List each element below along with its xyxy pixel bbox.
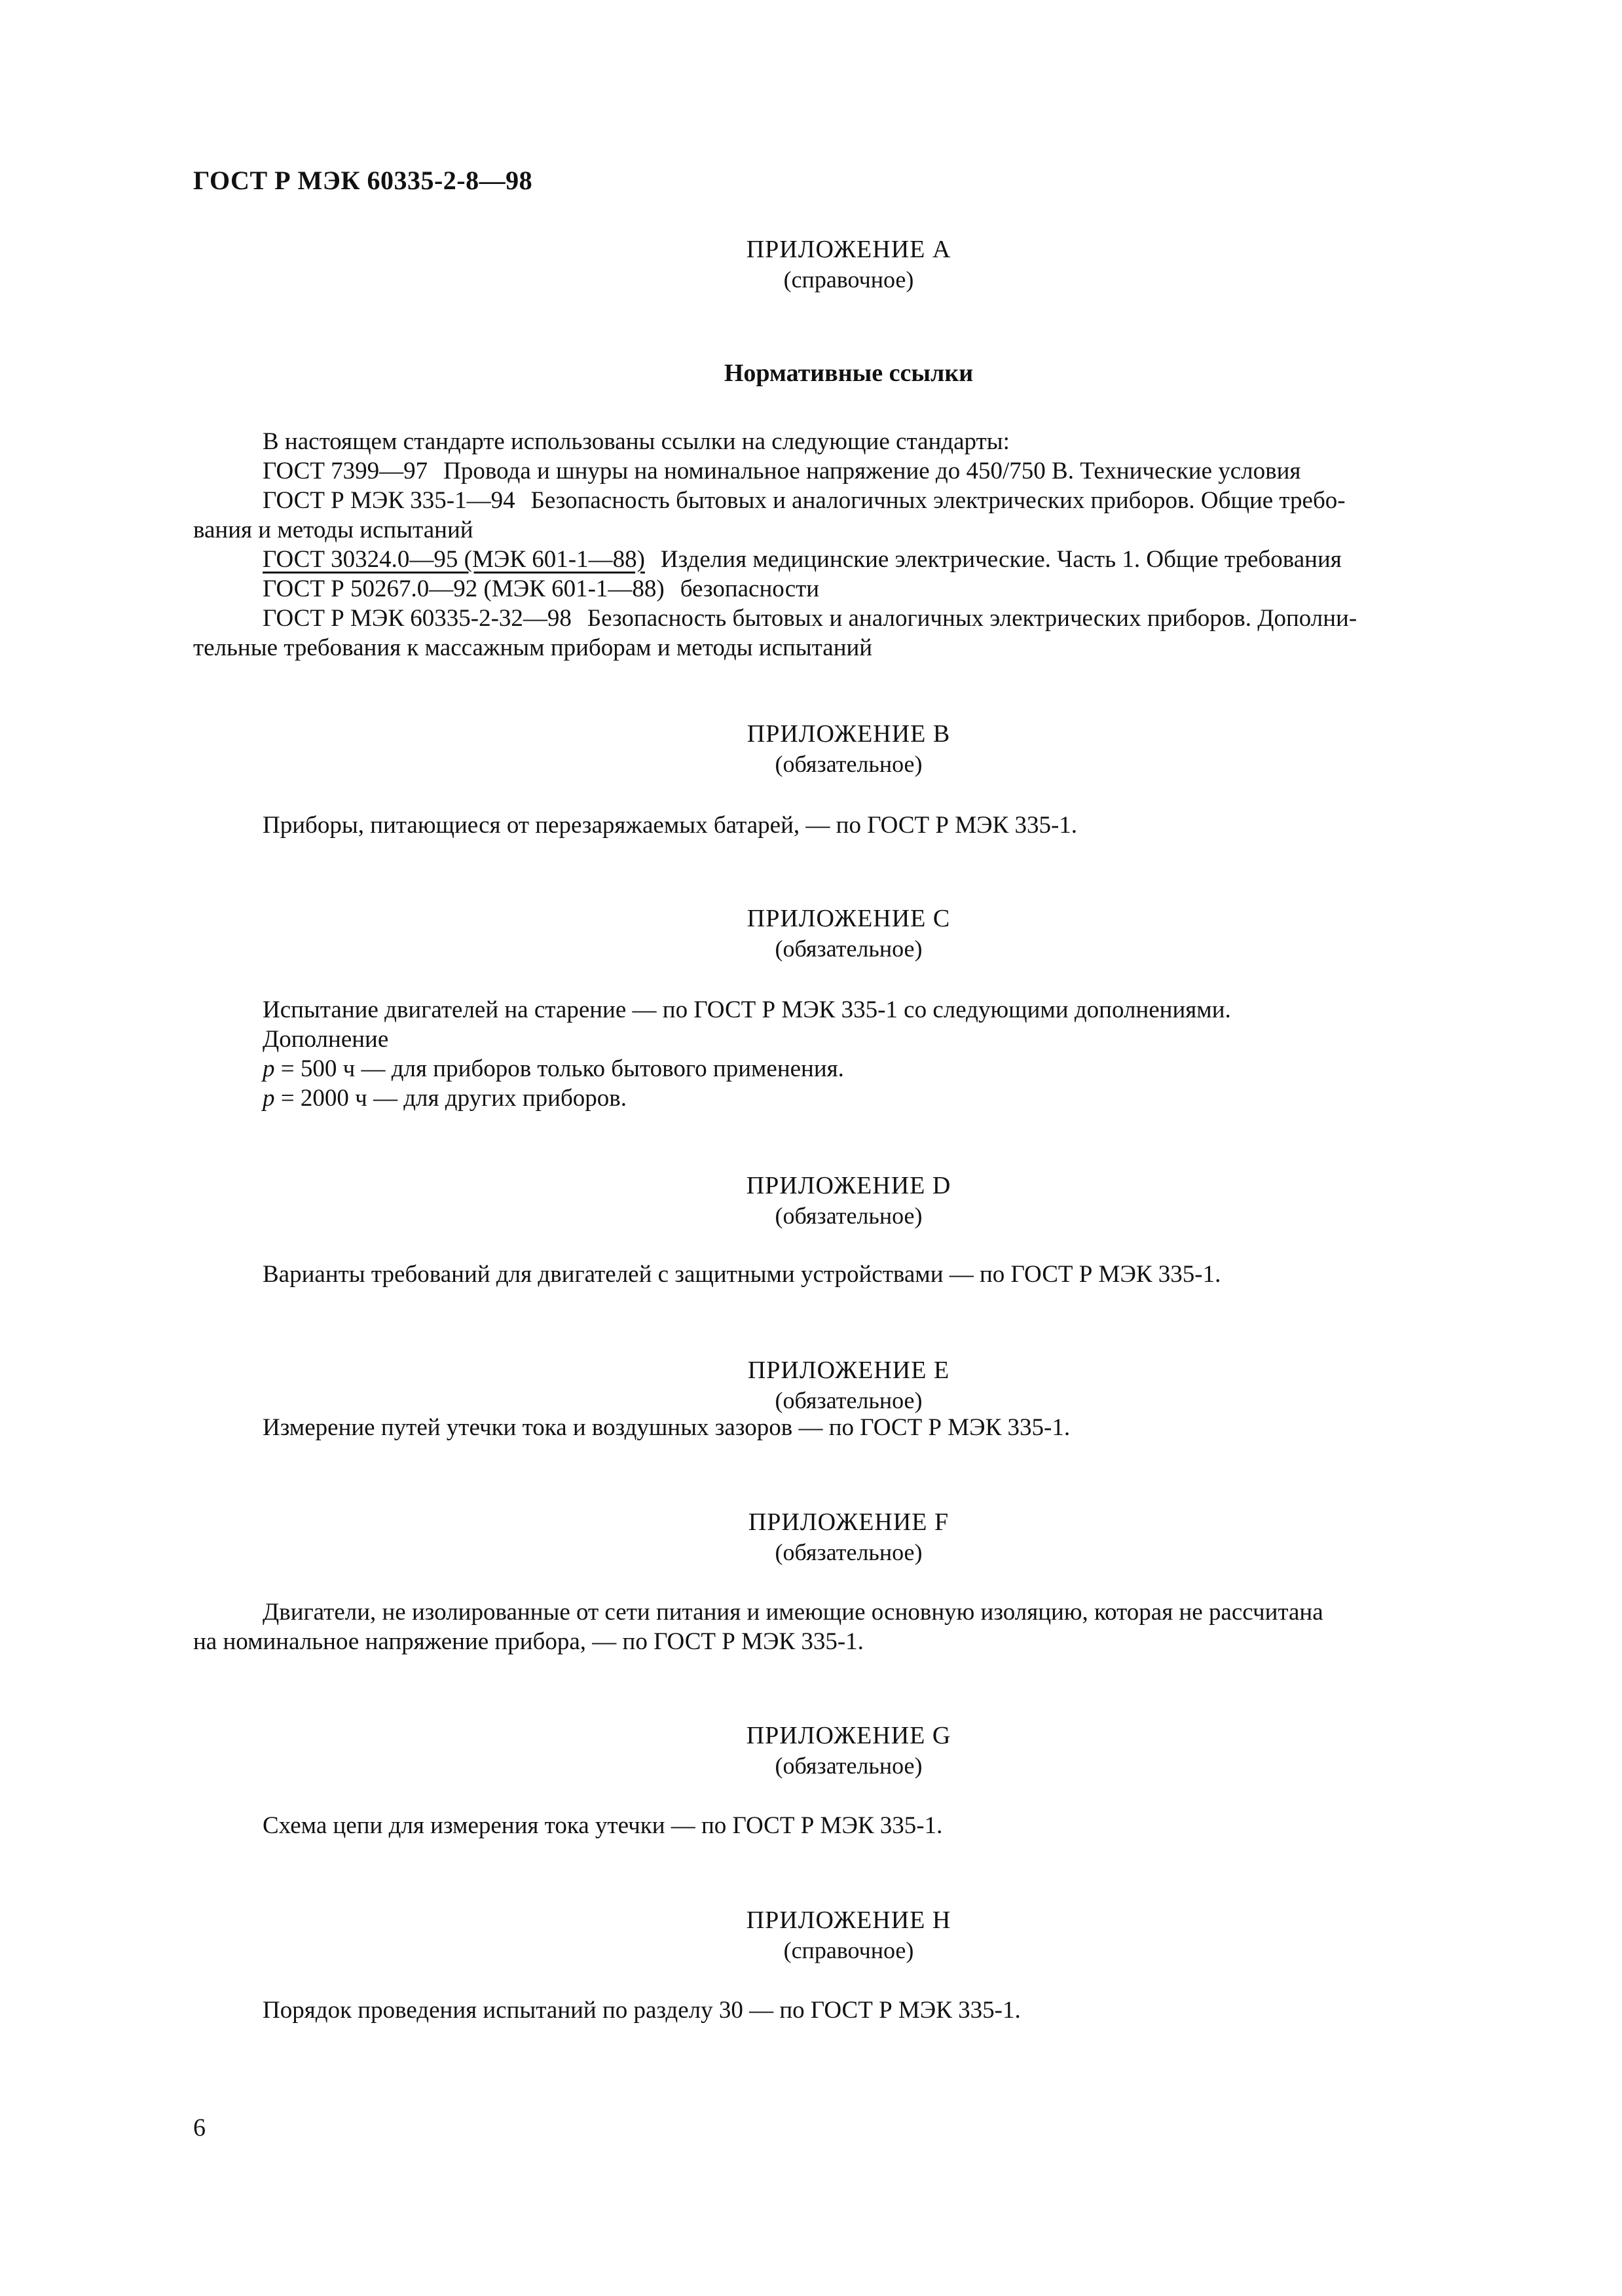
annex-c-text [193, 995, 1500, 1113]
annex-d-status: (обязательное) [775, 1203, 923, 1229]
reference-item [193, 486, 1500, 515]
reference-code: ГОСТ Р 50267.0—92 (МЭК 601-1—88) [263, 575, 665, 602]
annex-e-text [193, 1413, 1500, 1442]
annex-b-text [193, 811, 1500, 840]
annex-f-paragraph: Двигатели, не изолированные от сети питания и имеющие основную изоляцию, которая не рассчитана [263, 1599, 1323, 1626]
annex-c-formula-text: = 500 ч — для приборов только бытового применения. [274, 1055, 844, 1082]
annex-g-title: ПРИЛОЖЕНИЕ G [746, 1722, 951, 1749]
annex-d-title: ПРИЛОЖЕНИЕ D [746, 1172, 951, 1199]
normative-references-heading: Нормативные ссылки [724, 359, 974, 387]
annex-c-formula-line [193, 1084, 1500, 1113]
reference-item [193, 574, 1500, 604]
annex-e-status: (обязательное) [775, 1387, 923, 1413]
annex-e-paragraph: Измерение путей утечки тока и воздушных зазоров — по ГОСТ Р МЭК 335-1. [263, 1414, 1071, 1441]
variable-p: p [263, 1085, 275, 1112]
annex-b-title: ПРИЛОЖЕНИЕ В [746, 720, 951, 748]
reference-code: ГОСТ 7399—97 [263, 458, 428, 484]
annex-f-header [0, 1507, 1622, 1567]
reference-title-continued: тельные требования к массажным приборам и методы испытаний [193, 634, 873, 661]
reference-title: безопасности [680, 575, 820, 602]
annex-h-title: ПРИЛОЖЕНИЕ Н [746, 1906, 951, 1934]
annex-h-header [0, 1905, 1622, 1965]
annex-f-text [193, 1597, 1500, 1656]
reference-title-continued: вания и методы испытаний [193, 517, 473, 543]
annex-c-title: ПРИЛОЖЕНИЕ С [746, 905, 951, 932]
annex-h-text [193, 1995, 1500, 2025]
reference-title: Провода и шнуры на номинальное напряжение до 450/750 В. Технические условия [443, 458, 1301, 484]
annex-c-addition-label: Дополнение [263, 1026, 389, 1053]
annex-b-paragraph: Приборы, питающиеся от перезаряжаемых батарей, — по ГОСТ Р МЭК 335-1. [263, 812, 1078, 839]
annex-c-paragraph: Испытание двигателей на старение — по ГОСТ Р МЭК 335-1 со следующими дополнениями. [263, 996, 1231, 1023]
reference-code: ГОСТ 30324.0—95 (МЭК 601-1—88) [263, 546, 645, 573]
annex-c-header [0, 903, 1622, 964]
annex-a-status: (справочное) [783, 266, 914, 293]
reference-item [193, 545, 1500, 574]
reference-title: Изделия медицинские электрические. Часть 1. Общие требования [660, 546, 1342, 573]
reference-item [193, 456, 1500, 486]
reference-code: ГОСТ Р МЭК 335-1—94 [263, 487, 515, 514]
annex-d-paragraph: Варианты требований для двигателей с защитными устройствами — по ГОСТ Р МЭК 335-1. [263, 1261, 1221, 1288]
annex-d-text [193, 1260, 1500, 1289]
annex-e-header [0, 1355, 1622, 1415]
annex-f-status: (обязательное) [775, 1539, 923, 1565]
annex-d-header [0, 1171, 1622, 1231]
annex-c-formula-text: = 2000 ч — для других приборов. [274, 1085, 627, 1112]
variable-p: p [263, 1055, 275, 1082]
annex-e-title: ПРИЛОЖЕНИЕ Е [747, 1357, 950, 1384]
annex-g-status: (обязательное) [775, 1753, 923, 1779]
annex-g-text [193, 1811, 1500, 1840]
annex-f-title: ПРИЛОЖЕНИЕ F [748, 1508, 949, 1536]
annex-h-status: (справочное) [783, 1937, 914, 1963]
document-code-header: ГОСТ Р МЭК 60335-2-8—98 [193, 166, 533, 195]
annex-c-status: (обязательное) [775, 936, 923, 962]
annex-a-title: ПРИЛОЖЕНИЕ А [746, 236, 951, 263]
annex-h-paragraph: Порядок проведения испытаний по разделу 30 — по ГОСТ Р МЭК 335-1. [263, 1997, 1021, 2024]
annex-g-paragraph: Схема цепи для измерения тока утечки — по ГОСТ Р МЭК 335-1. [263, 1812, 943, 1839]
annex-f-paragraph-continued: на номинальное напряжение прибора, — по ГОСТ Р МЭК 335-1. [193, 1628, 864, 1655]
normative-references-list [193, 427, 1500, 663]
reference-title: Безопасность бытовых и аналогичных электрических приборов. Общие требо- [530, 487, 1346, 514]
annex-g-header [0, 1721, 1622, 1781]
annex-b-header [0, 719, 1622, 779]
page-number: 6 [193, 2114, 206, 2141]
reference-title: Безопасность бытовых и аналогичных электрических приборов. Дополни- [587, 605, 1357, 632]
annex-c-formula-line [193, 1054, 1500, 1084]
annex-a-header [0, 234, 1622, 295]
reference-item [193, 604, 1500, 633]
annex-b-status: (обязательное) [775, 751, 923, 777]
reference-code: ГОСТ Р МЭК 60335-2-32—98 [263, 605, 572, 632]
references-intro: В настоящем стандарте использованы ссылки на следующие стандарты: [263, 428, 1010, 455]
